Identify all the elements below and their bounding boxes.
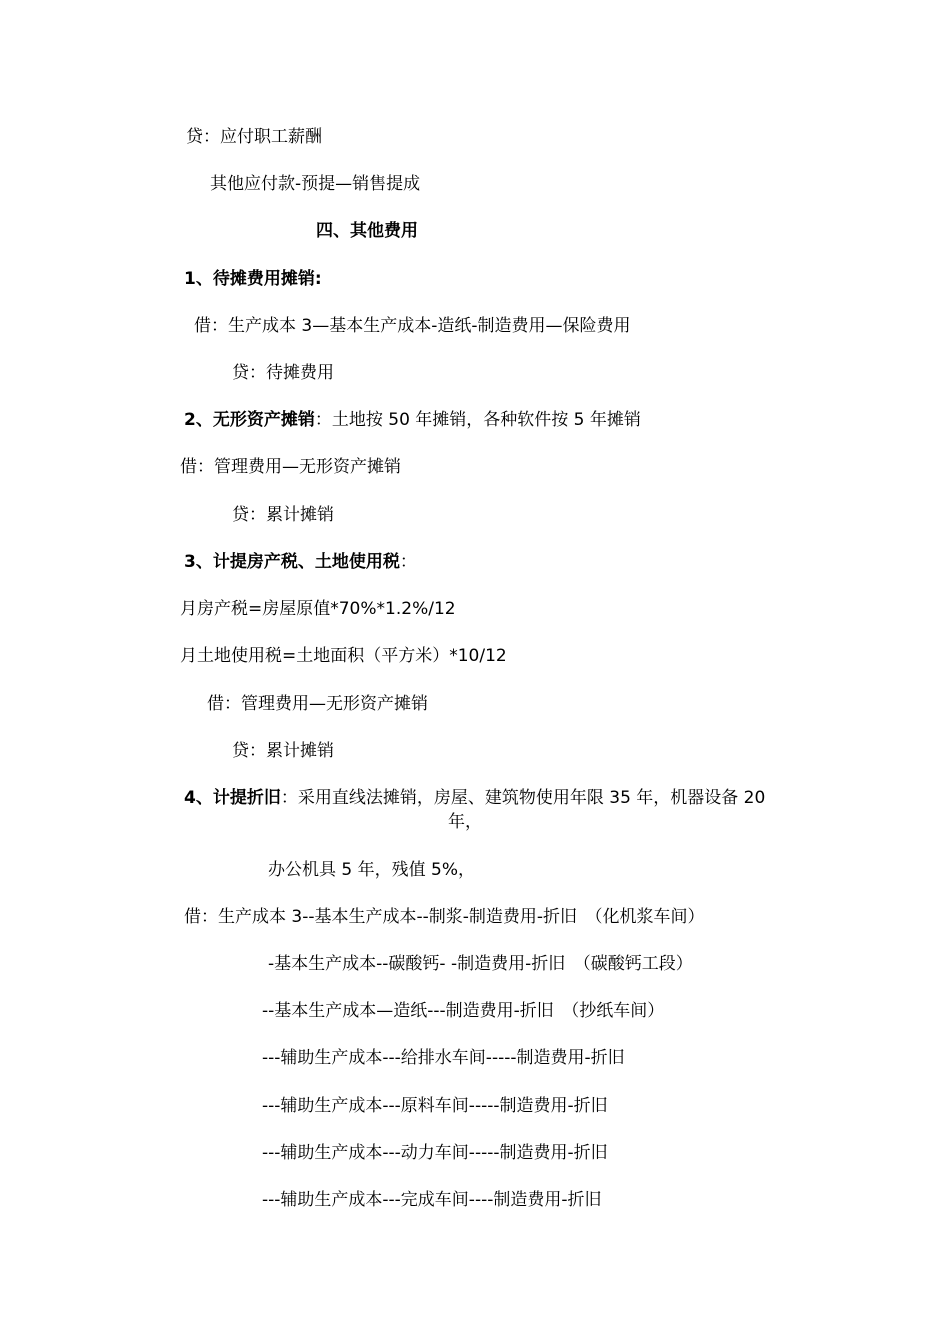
credit-payroll-line: 贷：应付职工薪酬 xyxy=(186,127,322,147)
land-tax-formula: 月土地使用税=土地面积（平方米）*10/12 xyxy=(180,646,507,666)
item-4-text: ：采用直线法摊销，房屋、建筑物使用年限 35 年，机器设备 20 xyxy=(280,788,766,808)
debit-depreciation-pulping: 借：生产成本 3--基本生产成本--制浆-制造费用-折旧 （化机浆车间） xyxy=(184,907,705,927)
item-4-line xyxy=(184,786,765,810)
credit-amortization-line-2: 贷：累计摊销 xyxy=(232,741,334,761)
item-2-text: ：土地按 50 年摊销，各种软件按 5 年摊销 xyxy=(314,410,641,430)
item-4-heading: 4、计提折旧 xyxy=(184,788,281,808)
depreciation-finishing: ---辅助生产成本---完成车间----制造费用-折旧 xyxy=(262,1190,602,1210)
item-3-heading: 3、计提房产税、土地使用税 xyxy=(184,552,400,572)
item-1-heading: 1、待摊费用摊销: xyxy=(184,269,322,289)
item-3-line xyxy=(184,550,417,574)
section-heading: 四、其他费用 xyxy=(316,221,418,241)
debit-admin-expense-line: 借：管理费用—无形资产摊销 xyxy=(180,457,401,477)
item-2-heading: 2、无形资产摊销 xyxy=(184,410,315,430)
depreciation-papermaking: --基本生产成本—造纸---制造费用-折旧 （抄纸车间） xyxy=(262,1001,665,1021)
item-3-text: ： xyxy=(399,552,417,572)
credit-prepaid-line: 贷：待摊费用 xyxy=(232,363,334,383)
depreciation-calcium-carbonate: -基本生产成本--碳酸钙- -制造费用-折旧 （碳酸钙工段） xyxy=(268,954,693,974)
depreciation-power: ---辅助生产成本---动力车间-----制造费用-折旧 xyxy=(262,1143,608,1163)
item-4-continuation: 年， xyxy=(448,812,482,832)
credit-amortization-line: 贷：累计摊销 xyxy=(232,505,334,525)
depreciation-raw-material: ---辅助生产成本---原料车间-----制造费用-折旧 xyxy=(262,1096,608,1116)
depreciation-water-supply: ---辅助生产成本---给排水车间-----制造费用-折旧 xyxy=(262,1048,625,1068)
debit-admin-expense-line-2: 借：管理费用—无形资产摊销 xyxy=(207,694,428,714)
office-equipment-line: 办公机具 5 年，残值 5%， xyxy=(268,860,475,880)
property-tax-formula: 月房产税=房屋原值*70%*1.2%/12 xyxy=(180,599,456,619)
other-payables-line: 其他应付款-预提—销售提成 xyxy=(210,174,421,194)
item-2-line xyxy=(184,408,641,432)
debit-production-cost-line: 借：生产成本 3—基本生产成本-造纸-制造费用—保险费用 xyxy=(194,316,631,336)
